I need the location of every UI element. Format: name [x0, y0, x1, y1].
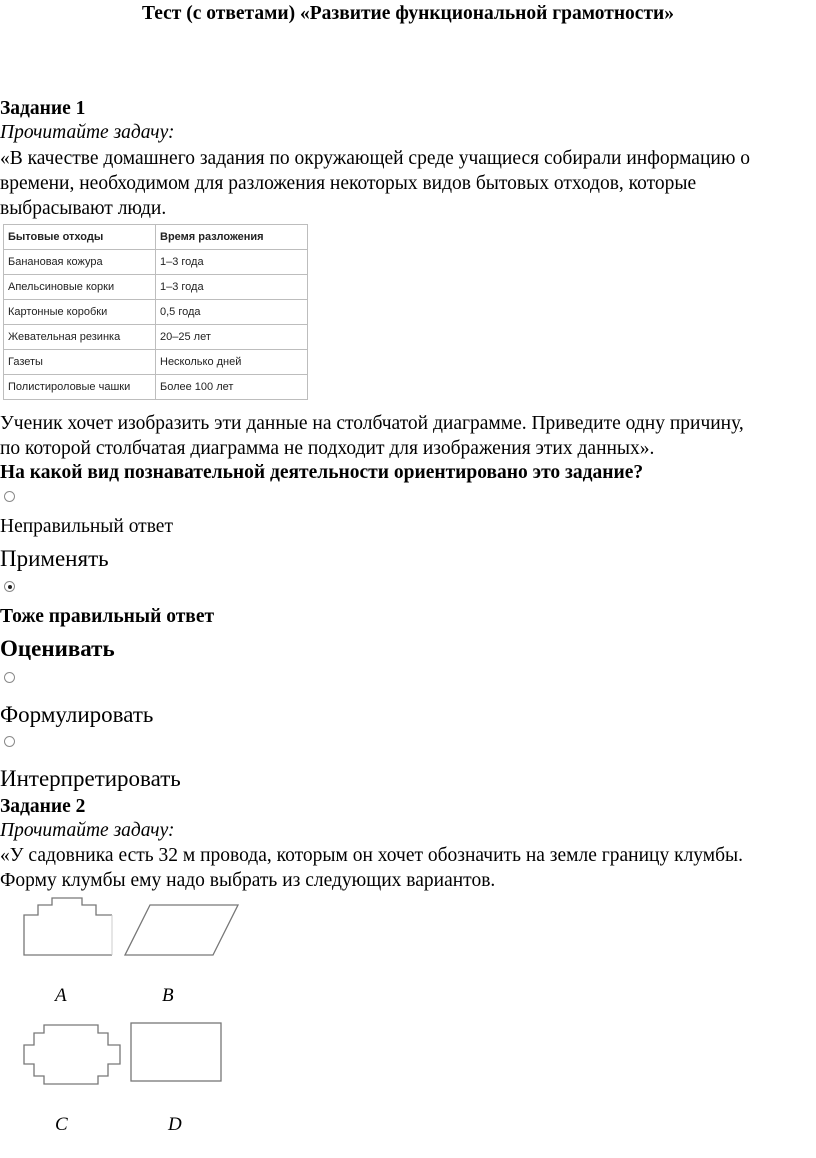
- task2-text-line2: Форму клумбы ему надо выбрать из следующих вариантов.: [0, 870, 496, 891]
- task2-text-line1: «У садовника есть 32 м провода, которым он хочет обозначить на земле границу клумбы.: [0, 845, 744, 866]
- table-cell: 0,5 года: [156, 300, 308, 325]
- table-cell: Полистироловые чашки: [4, 375, 156, 400]
- answer-note-1: Неправильный ответ: [0, 516, 173, 537]
- table-header-cell: Время разложения: [156, 225, 308, 250]
- document-title: Тест (с ответами) «Развитие функциональной грамотности»: [141, 3, 675, 24]
- shape-label-c: C: [55, 1114, 68, 1135]
- task1-text-line5: по которой столбчатая диаграмма не подходит для изображения этих данных».: [0, 438, 655, 459]
- answer-label-3[interactable]: Формулировать: [0, 702, 154, 727]
- answer-label-2[interactable]: Оценивать: [0, 636, 115, 661]
- answer-radio-2[interactable]: [4, 581, 15, 592]
- table-row: [4, 375, 308, 400]
- task1-text-line3: выбрасывают люди.: [0, 198, 167, 219]
- table-cell: Апельсиновые корки: [4, 275, 156, 300]
- task2-read-prompt: Прочитайте задачу:: [0, 820, 175, 841]
- answer-radio-3[interactable]: [4, 672, 15, 683]
- table-row: [4, 350, 308, 375]
- answer-radio-4[interactable]: [4, 736, 15, 747]
- shape-b-outline: [125, 905, 238, 955]
- table-cell: 1–3 года: [156, 275, 308, 300]
- table-header-cell: Бытовые отходы: [4, 225, 156, 250]
- answer-label-1[interactable]: Применять: [0, 546, 109, 571]
- shape-label-d: D: [168, 1114, 182, 1135]
- table-row: [4, 300, 308, 325]
- task1-text-line2: времени, необходимом для разложения некоторых видов бытовых отходов, которые: [0, 173, 697, 194]
- task1-question: На какой вид познавательной деятельности ориентировано это задание?: [0, 462, 644, 483]
- table-row: [4, 325, 308, 350]
- task2-heading: Задание 2: [0, 796, 86, 817]
- table-cell: Картонные коробки: [4, 300, 156, 325]
- answer-radio-1[interactable]: [4, 491, 15, 502]
- table-cell: Газеты: [4, 350, 156, 375]
- shape-a-outline: [24, 898, 112, 955]
- table-header-row: [4, 225, 308, 250]
- table-cell: 20–25 лет: [156, 325, 308, 350]
- table-row: [4, 250, 308, 275]
- table-cell: Более 100 лет: [156, 375, 308, 400]
- task1-heading: Задание 1: [0, 98, 86, 119]
- task1-read-prompt: Прочитайте задачу:: [0, 122, 175, 143]
- table-cell: Жевательная резинка: [4, 325, 156, 350]
- shape-d-outline: [131, 1023, 221, 1081]
- waste-decomposition-table: [3, 224, 308, 400]
- task1-text-line4: Ученик хочет изобразить эти данные на столбчатой диаграмме. Приведите одну причину,: [0, 413, 744, 434]
- shape-label-b: B: [162, 985, 174, 1006]
- task1-text-line1: «В качестве домашнего задания по окружающей среде учащиеся собирали информацию о: [0, 148, 751, 169]
- table-cell: Несколько дней: [156, 350, 308, 375]
- shape-c-outline: [24, 1025, 120, 1084]
- table-row: [4, 275, 308, 300]
- table-cell: Банановая кожура: [4, 250, 156, 275]
- shape-label-a: A: [55, 985, 67, 1006]
- answer-label-4[interactable]: Интерпретировать: [0, 766, 181, 791]
- flowerbed-shapes-figure: [0, 895, 260, 1145]
- table-cell: 1–3 года: [156, 250, 308, 275]
- answer-note-2: Тоже правильный ответ: [0, 606, 215, 627]
